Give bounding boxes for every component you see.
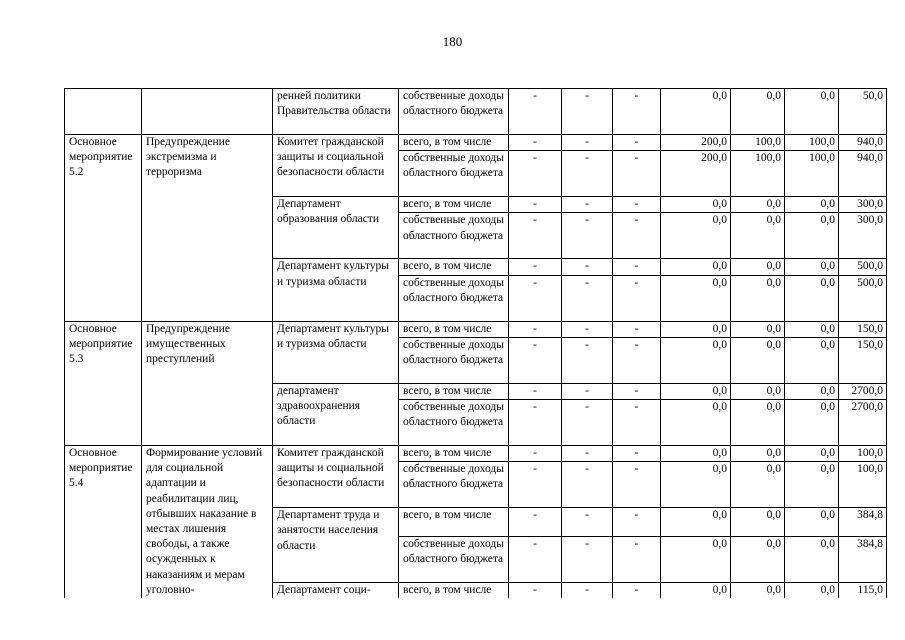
amount-cell: 200,0 [661,151,731,197]
amount-cell: 0,0 [785,400,839,446]
amount-cell: 500,0 [839,259,887,275]
amount-cell: 0,0 [661,275,731,321]
amount-cell: 50,0 [839,89,887,135]
amount-cell: 0,0 [731,89,785,135]
amount-cell: 150,0 [839,337,887,383]
executor-cell: Департамент соци- [273,582,399,598]
amount-cell: 300,0 [839,197,887,213]
amount-cell: 115,0 [839,582,887,598]
dash-cell: - [613,197,661,213]
source-cell: всего, в том числе [399,582,509,598]
dash-cell: - [613,213,661,259]
amount-cell: 2700,0 [839,400,887,446]
dash-cell: - [613,135,661,151]
amount-cell: 0,0 [785,321,839,337]
amount-cell: 200,0 [661,135,731,151]
dash-cell: - [509,337,562,383]
dash-cell: - [613,462,661,508]
measure-code-cell [65,89,142,135]
dash-cell: - [562,135,613,151]
dash-cell: - [562,259,613,275]
amount-cell: 0,0 [661,446,731,462]
amount-cell: 100,0 [785,135,839,151]
source-cell: всего, в том числе [399,446,509,462]
source-cell: всего, в том числе [399,383,509,399]
amount-cell: 940,0 [839,135,887,151]
dash-cell: - [562,275,613,321]
dash-cell: - [613,151,661,197]
amount-cell: 0,0 [731,197,785,213]
amount-cell: 0,0 [731,337,785,383]
amount-cell: 0,0 [785,508,839,537]
dash-cell: - [562,582,613,598]
source-cell: всего, в том числе [399,321,509,337]
amount-cell: 0,0 [661,213,731,259]
dash-cell: - [509,135,562,151]
amount-cell: 0,0 [731,508,785,537]
amount-cell: 0,0 [661,259,731,275]
amount-cell: 0,0 [661,508,731,537]
dash-cell: - [562,321,613,337]
source-cell: собственные доходы областного бюджета [399,275,509,321]
table-row [65,135,887,151]
amount-cell: 0,0 [785,337,839,383]
dash-cell: - [613,446,661,462]
dash-cell: - [613,400,661,446]
measure-name-cell: Формирование условий для социальной адаптации и реабилитации лиц, отбывших наказание в местах лишения свободы, а также осужденных к наказаниям и мерам уголовно- [142,446,273,599]
dash-cell: - [509,536,562,582]
dash-cell: - [613,321,661,337]
amount-cell: 0,0 [731,462,785,508]
amount-cell: 940,0 [839,151,887,197]
dash-cell: - [509,446,562,462]
source-cell: собственные доходы областного бюджета [399,337,509,383]
amount-cell: 2700,0 [839,383,887,399]
source-cell: собственные доходы областного бюджета [399,151,509,197]
source-cell: собственные доходы областного бюджета [399,536,509,582]
amount-cell: 100,0 [839,462,887,508]
source-cell: собственные доходы областного бюджета [399,213,509,259]
dash-cell: - [509,321,562,337]
amount-cell: 0,0 [785,462,839,508]
measure-code-cell: Основное мероприятие 5.3 [65,321,142,445]
measure-code-cell: Основное мероприятие 5.4 [65,446,142,599]
measure-code-cell: Основное мероприятие 5.2 [65,135,142,322]
amount-cell: 0,0 [785,197,839,213]
dash-cell: - [562,462,613,508]
amount-cell: 0,0 [661,582,731,598]
dash-cell: - [613,508,661,537]
dash-cell: - [562,337,613,383]
dash-cell: - [509,259,562,275]
table-row [65,446,887,462]
dash-cell: - [509,383,562,399]
amount-cell: 384,8 [839,508,887,537]
amount-cell: 0,0 [785,275,839,321]
amount-cell: 0,0 [731,582,785,598]
amount-cell: 384,8 [839,536,887,582]
source-cell: собственные доходы областного бюджета [399,89,509,135]
measure-name-cell: Предупреждение экстремизма и терроризма [142,135,273,322]
executor-cell: ренней политики Правительства области [273,89,399,135]
amount-cell: 0,0 [785,383,839,399]
dash-cell: - [562,400,613,446]
table-body [65,89,887,599]
amount-cell: 0,0 [731,536,785,582]
dash-cell: - [509,582,562,598]
amount-cell: 0,0 [661,321,731,337]
executor-cell: Департамент образования области [273,197,399,259]
dash-cell: - [613,275,661,321]
dash-cell: - [562,383,613,399]
amount-cell: 0,0 [661,197,731,213]
amount-cell: 0,0 [661,89,731,135]
dash-cell: - [509,400,562,446]
executor-cell: Комитет гражданской защиты и социальной безопасности области [273,135,399,197]
amount-cell: 0,0 [661,462,731,508]
executor-cell: Департамент культуры и туризма области [273,259,399,321]
source-cell: всего, в том числе [399,197,509,213]
dash-cell: - [562,89,613,135]
executor-cell: департамент здравоохранения области [273,383,399,445]
measure-name-cell: Предупреждение имущественных преступлений [142,321,273,445]
amount-cell: 0,0 [731,446,785,462]
measure-name-cell [142,89,273,135]
amount-cell: 0,0 [785,213,839,259]
table-row [65,321,887,337]
dash-cell: - [562,508,613,537]
dash-cell: - [613,536,661,582]
table-row [65,89,887,135]
amount-cell: 100,0 [731,135,785,151]
amount-cell: 0,0 [661,337,731,383]
amount-cell: 100,0 [731,151,785,197]
amount-cell: 0,0 [785,536,839,582]
source-cell: всего, в том числе [399,135,509,151]
amount-cell: 0,0 [661,383,731,399]
dash-cell: - [613,89,661,135]
amount-cell: 0,0 [785,582,839,598]
dash-cell: - [562,446,613,462]
dash-cell: - [613,259,661,275]
dash-cell: - [509,213,562,259]
amount-cell: 0,0 [661,400,731,446]
dash-cell: - [562,213,613,259]
amount-cell: 0,0 [731,321,785,337]
amount-cell: 150,0 [839,321,887,337]
amount-cell: 0,0 [731,259,785,275]
dash-cell: - [562,197,613,213]
executor-cell: Комитет гражданской защиты и социальной безопасности области [273,446,399,508]
dash-cell: - [562,536,613,582]
dash-cell: - [509,89,562,135]
dash-cell: - [509,197,562,213]
amount-cell: 300,0 [839,213,887,259]
amount-cell: 500,0 [839,275,887,321]
dash-cell: - [509,508,562,537]
dash-cell: - [613,582,661,598]
amount-cell: 0,0 [785,259,839,275]
amount-cell: 0,0 [731,400,785,446]
executor-cell: Департамент культуры и туризма области [273,321,399,383]
page-number: 180 [442,34,463,49]
amount-cell: 0,0 [731,213,785,259]
executor-cell: Департамент труда и занятости населения области [273,508,399,583]
amount-cell: 0,0 [785,89,839,135]
amount-cell: 0,0 [731,275,785,321]
amount-cell: 100,0 [839,446,887,462]
amount-cell: 0,0 [731,383,785,399]
amount-cell: 100,0 [785,151,839,197]
source-cell: собственные доходы областного бюджета [399,462,509,508]
source-cell: всего, в том числе [399,259,509,275]
budget-table [64,88,887,598]
source-cell: собственные доходы областного бюджета [399,400,509,446]
dash-cell: - [613,383,661,399]
dash-cell: - [509,462,562,508]
amount-cell: 0,0 [661,536,731,582]
dash-cell: - [562,151,613,197]
dash-cell: - [509,275,562,321]
dash-cell: - [509,151,562,197]
dash-cell: - [613,337,661,383]
source-cell: всего, в том числе [399,508,509,537]
amount-cell: 0,0 [785,446,839,462]
